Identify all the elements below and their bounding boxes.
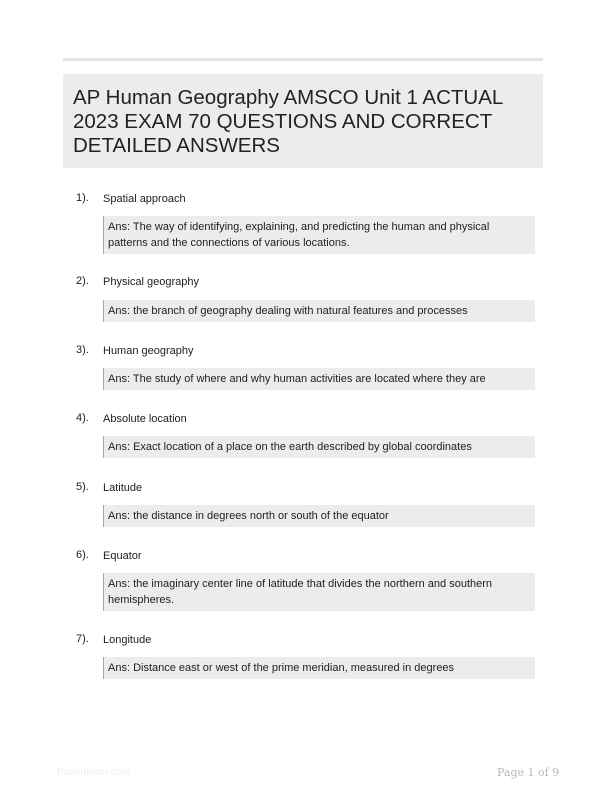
item-term: Spatial approach (103, 193, 186, 205)
item-term: Latitude (103, 482, 143, 494)
item-number: 4). (76, 412, 89, 424)
title-block (63, 74, 543, 168)
item-answer: Ans: Distance east or west of the prime meridian, measured in degrees (103, 657, 535, 679)
item-answer: Ans: the distance in degrees north or south of the equator (103, 505, 535, 527)
item-answer: Ans: the imaginary center line of latitude that divides the northern and southern hemispheres. (103, 573, 535, 611)
item-answer: Ans: Exact location of a place on the earth described by global coordinates (103, 436, 535, 458)
item-answer: Ans: The study of where and why human activities are located where they are (103, 368, 535, 390)
item-term: Longitude (103, 634, 152, 646)
item-number: 3). (76, 344, 89, 356)
item-number: 7). (76, 633, 89, 645)
item-term: Physical geography (103, 276, 200, 288)
document-title: AP Human Geography AMSCO Unit 1 ACTUAL 2023 EXAM 70 QUESTIONS AND CORRECT DETAILED ANSWERS (73, 86, 504, 157)
top-divider (63, 58, 543, 61)
item-term: Human geography (103, 345, 194, 357)
item-number: 1). (76, 192, 89, 204)
item-number: 5). (76, 481, 89, 493)
item-term: Equator (103, 550, 142, 562)
item-number: 6). (76, 549, 89, 561)
item-term: Absolute location (103, 413, 187, 425)
page-indicator: Page 1 of 9 (497, 766, 560, 779)
item-answer: Ans: the branch of geography dealing with natural features and processes (103, 300, 535, 322)
watermark-text: Paperfinder.com (57, 767, 130, 778)
item-answer: Ans: The way of identifying, explaining, and predicting the human and physical patterns and the connections of various locations. (103, 216, 535, 254)
item-number: 2). (76, 275, 89, 287)
